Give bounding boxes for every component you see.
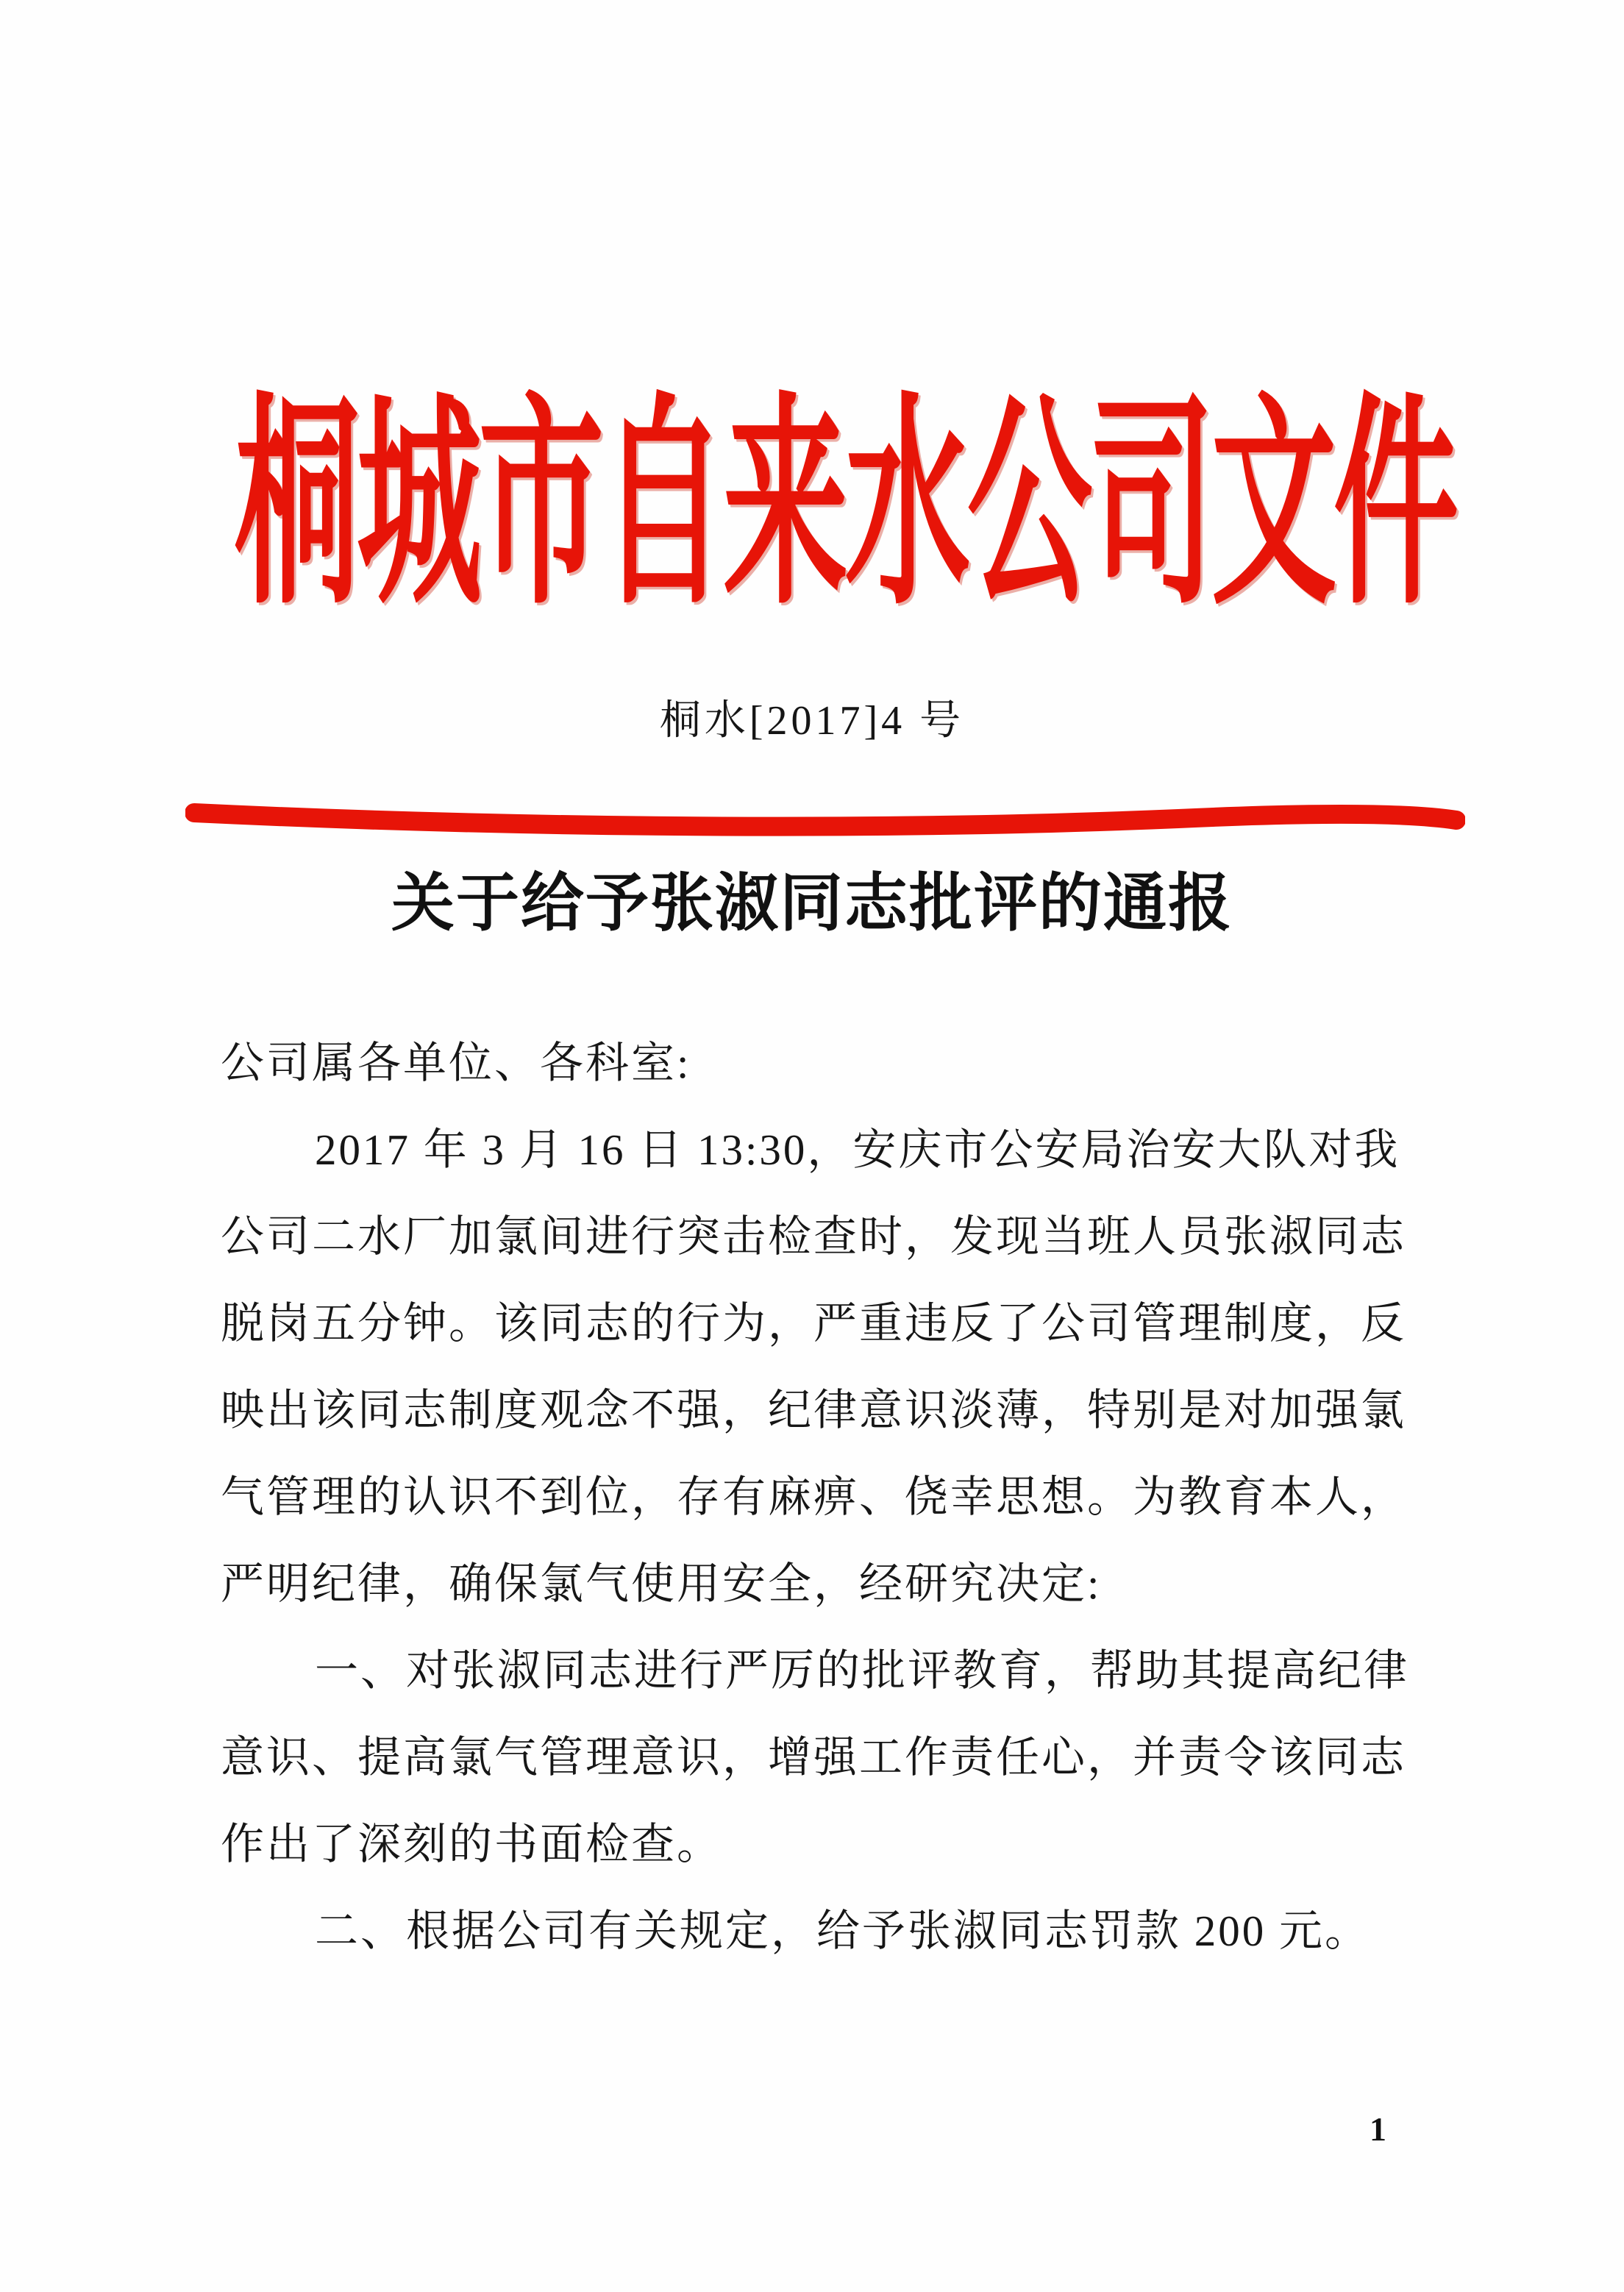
body-line: 气管理的认识不到位，存有麻痹、侥幸思想。为教育本人，: [221, 1473, 1407, 1521]
body-line-item-2: 二、根据公司有关规定，给予张淑同志罚款 200 元。: [315, 1907, 1371, 1955]
body-line-salutation: 公司属各单位、各科室:: [221, 1039, 691, 1087]
document-number: 桐水[2017]4 号: [659, 698, 965, 744]
document-body: [221, 1019, 1486, 1974]
body-line: 公司二水厂加氯间进行突击检查时，发现当班人员张淑同志: [221, 1212, 1407, 1261]
document-title: 关于给予张淑同志批评的通报: [391, 868, 1233, 939]
body-line: 作出了深刻的书面检查。: [221, 1820, 723, 1868]
page-number: 1: [1370, 2110, 1386, 2148]
body-line: 意识、提高氯气管理意识，增强工作责任心，并责令该同志: [221, 1733, 1407, 1782]
body-line: 2017 年 3 月 16 日 13:30，安庆市公安局治安大队对我: [315, 1125, 1400, 1174]
document-masthead-title: 桐城市自来水公司文件: [234, 382, 1456, 631]
body-line-item-1: 一、对张淑同志进行严厉的批评教育，帮助其提高纪律: [315, 1646, 1410, 1695]
body-line: 脱岗五分钟。该同志的行为，严重违反了公司管理制度，反: [221, 1299, 1407, 1348]
body-line: 映出该同志制度观念不强，纪律意识淡薄，特别是对加强氯: [221, 1386, 1407, 1434]
red-separator-rule: [185, 796, 1465, 843]
body-line: 严明纪律，确保氯气使用安全，经研究决定:: [221, 1559, 1102, 1608]
